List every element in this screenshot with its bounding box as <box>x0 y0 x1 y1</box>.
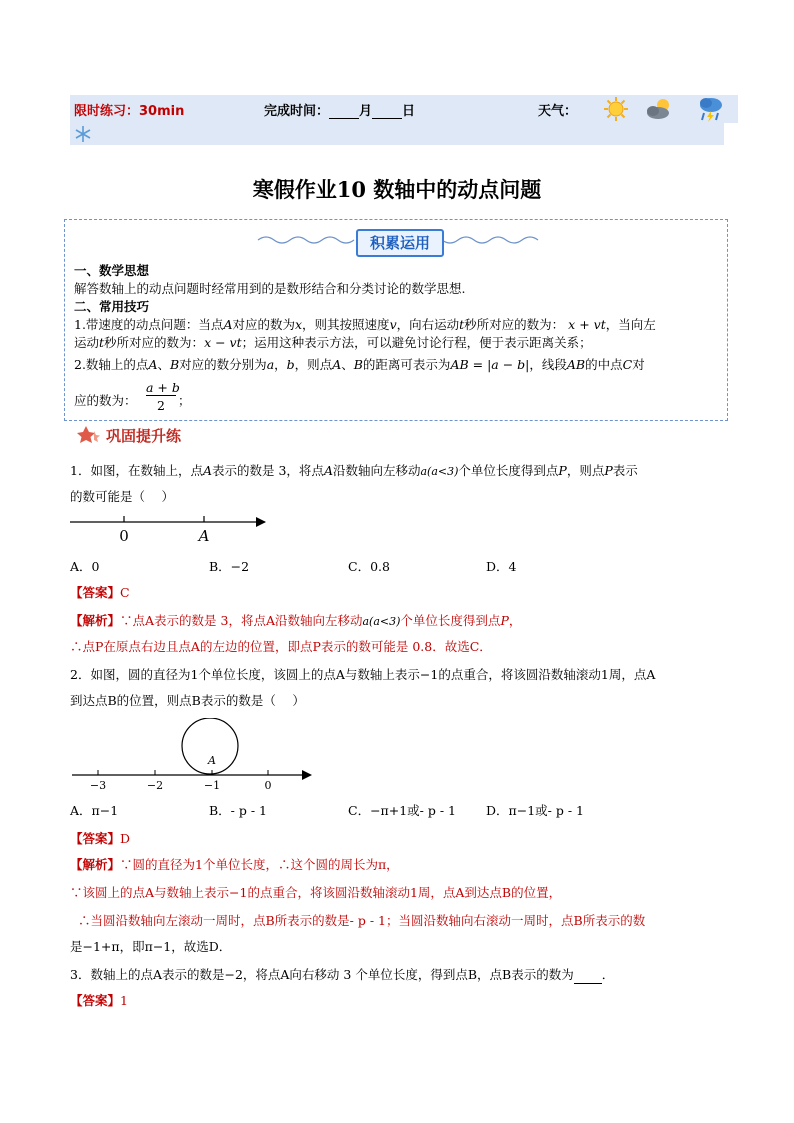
q2-label-neg3: −3 <box>89 779 107 792</box>
skill-line-4-end: ； <box>178 393 191 408</box>
q2-circle-label: A <box>208 754 216 767</box>
section-common-skills: 二、常用技巧 <box>74 299 150 314</box>
q1-line-1: 1．如图，在数轴上，点A表示的数是 3，将点A沿数轴向左移动a(a<3)个单位长度得到点P，则点P表示 <box>70 463 638 478</box>
q1-line-2: 的数可能是（ ） <box>70 489 174 504</box>
q3-answer: 【答案】1 <box>70 993 128 1008</box>
weather-label: 天气： <box>538 104 578 119</box>
q2-label-neg1: −1 <box>203 779 221 792</box>
header-subbar <box>70 123 724 145</box>
q2-analysis-2: ∵该圆上的点A与数轴上表示−1的点重合，将该圆沿数轴滚动1周，点A到达点B的位置， <box>70 885 562 900</box>
skill-line-1: 1.带速度的动点问题：当点A对应的数为x，则其按照速度v，向右运动t秒所对应的数为： x + vt，当向左 <box>74 317 656 332</box>
page-title: 寒假作业10 数轴中的动点问题 <box>252 177 542 202</box>
q2-option-a[interactable]: A．π−1 <box>70 803 119 818</box>
star-icon <box>76 425 102 445</box>
partly-cloudy-icon <box>644 96 676 122</box>
time-limit: 限时练习：30min <box>74 104 185 119</box>
q2-analysis-3: ∴当圆沿数轴向左滚动一周时，点B所表示的数是- p - 1；当圆沿数轴向右滚动一周时，点B所表示的数 <box>78 913 646 928</box>
q1-analysis-2: ∴点P在原点右边且点A的左边的位置，即点P表示的数可能是 0.8．故选C． <box>70 639 492 654</box>
q2-axis-arrow <box>302 770 312 780</box>
q1-analysis-1: 【解析】∵点A表示的数是 3，将点A沿数轴向左移动a(a<3)个单位长度得到点P， <box>70 613 522 628</box>
snowflake-icon <box>74 125 92 143</box>
decor-wave-right <box>440 233 540 247</box>
q2-option-b[interactable]: B．- p - 1 <box>209 803 268 818</box>
section-consolidate: 巩固提升练 <box>106 427 182 445</box>
q2-analysis-4: 是−1+π，即π−1，故选D． <box>70 939 232 954</box>
q2-option-c[interactable]: C．−π+1或- p - 1 <box>348 803 457 818</box>
q2-line-2: 到达点B的位置，则点B表示的数是（ ） <box>70 693 305 708</box>
q1-answer: 【答案】C <box>70 585 130 600</box>
q1-option-c[interactable]: C．0.8 <box>348 559 390 574</box>
q2-label-0: 0 <box>264 779 272 792</box>
skill-line-3: 2.数轴上的点A、B对应的数分别为a，b，则点A、B的距离可表示为AB = |a − b|，线段AB的中点C对 <box>74 357 645 372</box>
fraction-denominator: 2 <box>157 398 165 413</box>
q1-axis-arrow <box>256 517 266 527</box>
q1-label-a: A <box>198 527 210 545</box>
q1-option-b[interactable]: B．−2 <box>209 559 250 574</box>
section-math-thought: 一、数学思想 <box>74 263 150 278</box>
q1-label-0: 0 <box>119 527 129 545</box>
q1-number-line <box>70 510 275 546</box>
q2-option-d[interactable]: D．π−1或- p - 1 <box>486 803 584 818</box>
decor-wave-left <box>256 233 356 247</box>
q2-line-1: 2．如图，圆的直径为1个单位长度，该圆上的点A与数轴上表示−1的点重合，将该圆沿数轴滚动1周，点A <box>70 667 656 682</box>
q2-analysis-1: 【解析】∵圆的直径为1个单位长度，∴这个圆的周长为π， <box>70 857 399 872</box>
q2-label-neg2: −2 <box>146 779 164 792</box>
skill-line-2: 运动t秒所对应的数为：x − vt；运用这种表示方法，可以避免讨论行程，便于表示距离关系； <box>74 335 592 350</box>
skill-line-4: 应的数为： <box>74 393 137 408</box>
sun-icon <box>603 96 629 122</box>
finish-time: 完成时间： 月 日 <box>264 104 416 119</box>
q2-number-line <box>70 718 320 794</box>
q1-option-d[interactable]: D．4 <box>486 559 517 574</box>
q2-answer: 【答案】D <box>70 831 131 846</box>
q3-line-1: 3．数轴上的点A表示的数是−2，将点A向右移动 3 个单位长度，得到点B，点B表示的数为 ． <box>70 967 615 982</box>
fraction-numerator: a + b <box>146 380 180 395</box>
q1-option-a[interactable]: A．0 <box>70 559 100 574</box>
math-thought-text: 解答数轴上的动点问题时经常用到的是数形结合和分类讨论的数学思想. <box>74 281 466 296</box>
thunderstorm-icon <box>697 95 725 123</box>
badge-accumulate: 积累运用 <box>356 229 444 257</box>
